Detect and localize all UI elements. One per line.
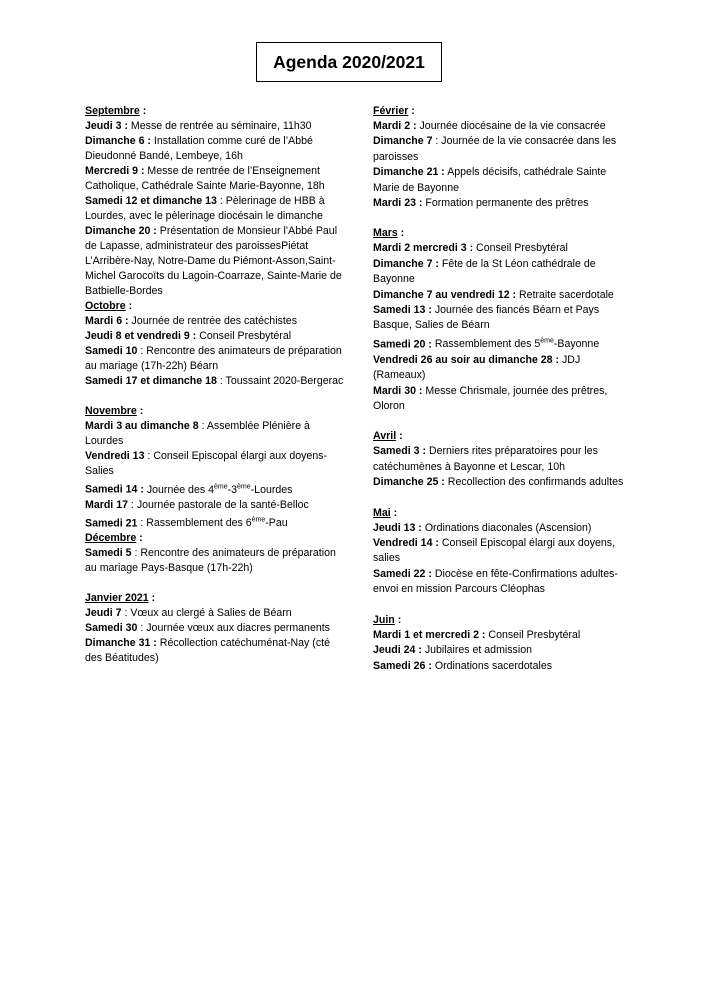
section-spacer [85,576,347,591]
entry-date: Mardi 1 et mercredi 2 : [373,628,486,641]
entry-date: Samedi 21 [85,517,138,530]
entry-date: Mardi 30 : [373,384,423,397]
entry-description: Diocèse en fête-Confirmations adultes-envoi en mission Parcours Cléophas [373,567,618,596]
entry-description: Journée de rentrée des catéchistes [128,315,297,327]
entry-date: Jeudi 7 [85,607,122,620]
month-suffix: : [139,105,147,117]
agenda-entry [85,513,347,532]
entry-date: Dimanche 6 : [85,135,151,147]
entry-description: Formation permanente des prêtres [422,197,589,210]
entry-description: : Assemblée Plénière à Lourdes [85,420,310,447]
month-heading [373,613,635,628]
entry-date: Dimanche 7 au vendredi 12 : [373,288,517,301]
month-name: Juin [373,613,395,626]
month-suffix: : [390,506,398,519]
entry-date: Dimanche 20 : [85,225,157,237]
agenda-entry [85,606,347,621]
entry-date: Samedi 17 et dimanche 18 [85,375,217,387]
entry-date: Mardi 2 : [373,120,417,132]
entry-description: Fête de la St Léon cathédrale de Bayonne [373,257,596,286]
entry-description: Messe Chrismale, journée des prêtres, Oloron [373,384,608,413]
agenda-entry [373,257,635,288]
agenda-entry [85,479,347,498]
entry-description: : Rencontre des animateurs de préparation au mariage Pays-Basque (17h-22h) [85,547,336,575]
entry-date: Vendredi 13 [85,450,145,462]
entry-description: Conseil Presbytéral [196,330,292,342]
entry-date: Samedi 13 : [373,304,432,317]
month-heading [373,104,635,119]
entry-description: Conseil Presbytéral [485,628,581,641]
agenda-entry [85,449,347,479]
entry-date: Dimanche 31 : [85,637,157,650]
entry-description: : Toussaint 2020-Bergerac [216,375,344,387]
section-spacer [85,389,347,404]
month-heading [85,591,347,606]
entry-date: Jeudi 13 : [373,521,422,534]
entry-description: Ordinations diaconales (Ascension) [421,521,592,534]
agenda-entry [373,196,635,211]
month-name: Janvier 2021 [85,592,149,605]
entry-date: Mardi 2 mercredi 3 : [373,242,474,255]
entry-date: Dimanche 21 : [373,166,445,179]
agenda-entry [85,194,347,224]
month-heading [85,531,347,546]
entry-date: Jeudi 3 : [85,120,128,132]
agenda-entry [85,119,347,134]
month-name: Décembre [85,532,137,545]
entry-description: Retraite sacerdotale [516,288,614,301]
month-name: Mars [373,227,398,240]
entry-description: Derniers rites préparatoires pour les catéchumènes à Bayonne et Lescar, 10h [373,445,598,473]
entry-date: Mardi 3 au dimanche 8 [85,420,199,432]
right-column [373,104,635,674]
agenda-entry [85,224,347,299]
month-heading [373,429,635,444]
month-name: Mai [373,506,391,519]
entry-date: Samedi 10 [85,345,138,357]
agenda-entry [373,241,635,256]
entry-date: Mercredi 9 : [85,165,145,177]
month-suffix: : [136,405,144,417]
agenda-entry [373,384,635,415]
entry-description: Journée des 4ème-3ème-Lourdes [143,483,293,496]
entry-description: Ordinations sacerdotales [431,659,553,672]
month-name: Novembre [85,405,137,417]
entry-description: Messe de rentrée de l’Enseignement Catholique, Cathédrale Sainte Marie-Bayonne, 18h [85,165,325,192]
month-suffix: : [394,613,402,626]
agenda-entry [373,567,635,598]
month-suffix: : [125,300,133,312]
entry-date: Samedi 22 : [373,567,432,580]
section-spacer [373,414,635,429]
entry-description: : Journée pastorale de la santé-Belloc [127,498,309,511]
entry-date: Samedi 3 : [373,445,426,458]
agenda-entry [85,314,347,329]
agenda-entry [373,353,635,384]
month-suffix: : [148,592,156,605]
month-heading [85,299,347,314]
entry-description: : Rencontre des animateurs de préparation au mariage (17h-22h) Béarn [85,345,342,372]
entry-description: Conseil Presbytéral [473,242,568,255]
agenda-entry [373,521,635,536]
entry-date: Samedi 12 et dimanche 13 [85,195,217,207]
entry-description: Appels décisifs, cathédrale Sainte Marie de Bayonne [373,166,607,194]
entry-description: JDJ (Rameaux) [373,353,581,382]
entry-description: : Journée vœux aux diacres permanents [137,622,330,635]
agenda-entry [373,288,635,303]
entry-date: Samedi 20 : [373,338,432,351]
entry-description: : Rassemblement des 6ème-Pau [137,516,288,530]
agenda-entry [373,303,635,334]
agenda-entry [85,636,347,666]
agenda-entry [85,134,347,164]
entry-date: Mardi 6 : [85,315,129,327]
entry-date: Jeudi 24 : [373,644,422,657]
agenda-entry [373,475,635,490]
agenda-entry [85,344,347,374]
agenda-entry [373,659,635,674]
entry-date: Samedi 30 [85,622,138,635]
month-suffix: : [396,430,403,443]
entry-date: Mardi 23 : [373,197,423,210]
agenda-entry [85,374,347,389]
agenda-entry [85,498,347,513]
entry-description: Rassemblement des 5ème-Bayonne [431,337,600,351]
month-name: Avril [373,430,397,443]
agenda-entry [85,164,347,194]
entry-date: Dimanche 7 : [373,257,439,270]
entry-date: Samedi 26 : [373,659,432,672]
entry-date: Mardi 17 [85,498,128,511]
entry-description: : Vœux au clergé à Salies de Béarn [121,607,292,620]
section-spacer [373,211,635,226]
entry-description: Récollection catéchuménat-Nay (cté des Béatitudes) [85,637,330,665]
entry-description: Messe de rentrée au séminaire, 11h30 [127,120,312,132]
left-column [85,104,347,666]
entry-description: Présentation de Monsieur l’Abbé Paul de Lapasse, administrateur des paroissesPiétat L’Arribère-Nay, Notre-Dame du Piémont-Asson,Saint-Michel Garocoïts du Lagoin-Coarraze, Sainte-Marie de Batbielle-Bordes [85,225,342,297]
month-suffix: : [408,105,415,117]
entry-date: Samedi 5 [85,547,132,560]
section-spacer [373,491,635,506]
entry-date: Vendredi 26 au soir au dimanche 28 : [373,353,560,366]
agenda-entry [373,628,635,643]
agenda-entry [85,419,347,449]
agenda-entry [373,444,635,475]
entry-date: Vendredi 14 : [373,537,439,550]
entry-date: Dimanche 7 [373,135,433,148]
entry-description: Installation comme curé de l’Abbé Dieudonné Bandé, Lembeye, 16h [85,135,313,162]
month-name: Février [373,105,409,117]
entry-description: Journée diocésaine de la vie consacrée [416,120,606,132]
agenda-title: Agenda 2020/2021 [256,42,442,82]
month-heading [85,104,347,119]
entry-description: : Conseil Episcopal élargi aux doyens-Salies [85,450,328,477]
entry-date: Dimanche 25 : [373,476,445,489]
section-spacer [373,598,635,613]
agenda-entry [373,165,635,196]
agenda-entry [373,643,635,658]
entry-description: Conseil Episcopal élargi aux doyens, salies [373,537,616,565]
entry-description: Recollection des confirmands adultes [444,476,624,489]
entry-description: : Pèlerinage de HBB à Lourdes, avec le pèlerinage diocésain le dimanche [85,195,325,222]
month-heading [373,506,635,521]
entry-description: Jubilaires et admission [421,644,532,657]
entry-date: Samedi 14 : [85,483,144,496]
agenda-entry [85,329,347,344]
entry-description: Journée des fiancés Béarn et Pays Basque, Salies de Béarn [373,304,600,332]
agenda-entry [373,334,635,353]
month-name: Septembre [85,105,140,117]
agenda-entry [373,134,635,165]
month-heading [373,226,635,241]
agenda-entry [373,536,635,567]
agenda-entry [85,546,347,576]
agenda-entry [373,119,635,134]
month-suffix: : [397,227,405,240]
month-heading [85,404,347,419]
month-name: Octobre [85,300,126,312]
entry-date: Jeudi 8 et vendredi 9 : [85,330,197,342]
entry-description: : Journée de la vie consacrée dans les paroisses [373,135,617,163]
agenda-entry [85,621,347,636]
month-suffix: : [136,532,143,545]
